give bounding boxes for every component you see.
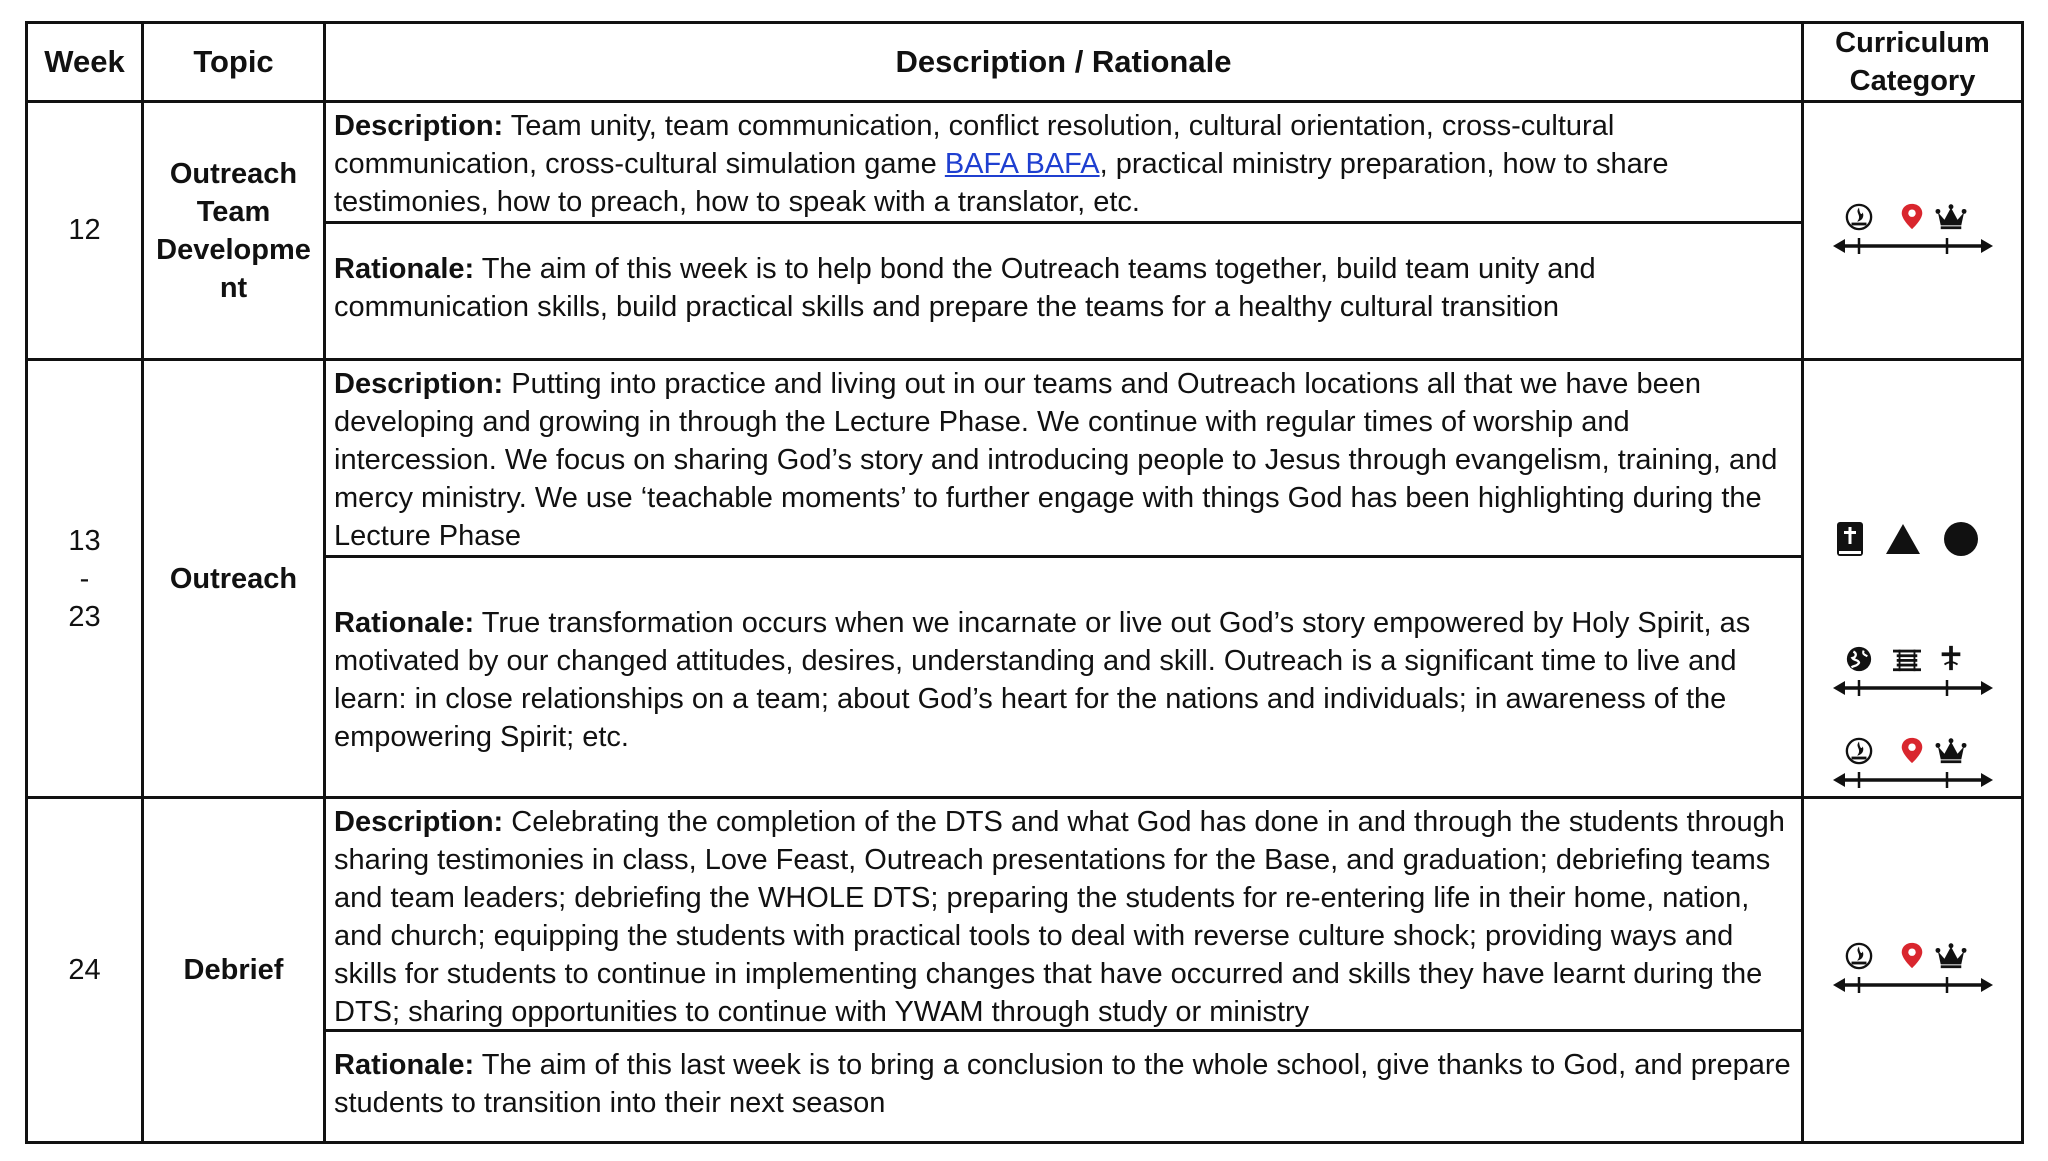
week-cell: 24 — [27, 798, 143, 1143]
category-cell — [1803, 360, 2023, 798]
timeline-axis — [1833, 974, 1993, 996]
description-cell — [325, 798, 1803, 1143]
rationale-text: The aim of this week is to help bond the Outreach teams together, build team unity and communication skills, build practical skills and prepare the teams for a healthy cultural transition — [334, 253, 1596, 323]
rationale-block — [326, 1029, 1801, 1128]
circle-icon — [1943, 521, 1979, 557]
location-pin-icon — [1898, 201, 1926, 231]
shape-icons — [1833, 517, 1993, 577]
rationale-label: Rationale: — [334, 607, 475, 639]
curriculum-table — [25, 21, 2024, 1144]
rationale-block — [326, 555, 1801, 762]
header-category — [1803, 23, 2023, 102]
table-row — [27, 102, 2023, 360]
globe-icon — [1845, 645, 1873, 673]
crown-of-fire-icon — [1845, 203, 1873, 231]
header-topic: Topic — [143, 23, 325, 102]
cross-icon — [1937, 643, 1965, 673]
timeline-a — [1833, 735, 1993, 795]
topic-cell: Debrief — [143, 798, 325, 1143]
description-block — [326, 103, 1801, 221]
week-separator: - — [79, 562, 90, 595]
description-label: Description: — [334, 110, 504, 142]
rationale-block — [326, 221, 1801, 332]
triangle-icon — [1885, 523, 1921, 555]
week-start: 13 — [68, 524, 101, 557]
week-end: 23 — [68, 600, 101, 633]
crown-of-fire-icon — [1845, 737, 1873, 765]
description-cell — [325, 360, 1803, 798]
timeline-b — [1833, 643, 1993, 703]
header-week: Week — [27, 23, 143, 102]
description-text: Putting into practice and living out in our teams and Outreach locations all that we have been developing and growing in through the Lecture Phase. We continue with regular times of worship and intercession. We focus on sharing God’s story and introducing people to Jesus through evangelism, training, and mercy ministry. We use ‘teachable moments’ to further engage with things God has been highlighting during the Lecture Phase — [334, 368, 1778, 552]
table-row — [27, 360, 2023, 798]
altar-icon — [1890, 645, 1924, 673]
rationale-text: True transformation occurs when we incarnate or live out God’s story empowered by Holy Spirit, as motivated by our changed attitudes, desires, understanding and skill. Outreach is a significant time to live and learn: in close relationships on a team; about God’s heart for the nations and individuals; in awareness of the empowering Spirit; etc. — [334, 607, 1751, 753]
table-row — [27, 798, 2023, 1143]
header-category-line2: Category — [1849, 65, 1976, 97]
category-cell — [1803, 798, 2023, 1143]
topic-cell: Outreach — [143, 360, 325, 798]
topic-cell: Outreach Team Developme nt — [143, 102, 325, 360]
timeline-a — [1833, 201, 1993, 261]
timeline-axis — [1833, 235, 1993, 257]
bible-icon — [1835, 521, 1865, 557]
location-pin-icon — [1898, 940, 1926, 970]
crown-icon — [1935, 942, 1967, 970]
timeline-a — [1833, 940, 1993, 1000]
header-row — [27, 23, 2023, 102]
bafa-bafa-link[interactable]: BAFA BAFA — [944, 148, 1100, 180]
crown-of-fire-icon — [1845, 942, 1873, 970]
description-block — [326, 799, 1801, 1029]
header-description: Description / Rationale — [325, 23, 1803, 102]
week-cell: 12 — [27, 102, 143, 360]
category-cell — [1803, 102, 2023, 360]
description-text-cont: , practical ministry preparation, how to share testimonies, how to preach, how to speak with a translator, etc. — [334, 148, 1669, 218]
timeline-axis — [1833, 677, 1993, 699]
week-cell — [27, 360, 143, 798]
rationale-text: The aim of this last week is to bring a conclusion to the whole school, give thanks to God, and prepare students to transition into their next season — [334, 1049, 1791, 1119]
description-text: Team unity, team communication, conflict resolution, cultural orientation, cross-cultural communication, cross-cultural simulation game — [334, 110, 1615, 180]
description-cell — [325, 102, 1803, 360]
description-block — [326, 361, 1801, 555]
header-category-line1: Curriculum — [1835, 27, 1990, 59]
description-label: Description: — [334, 368, 504, 400]
rationale-label: Rationale: — [334, 1049, 475, 1081]
location-pin-icon — [1898, 735, 1926, 765]
description-text: Celebrating the completion of the DTS and what God has done in and through the students through sharing testimonies in class, Love Feast, Outreach presentations for the Base, and graduation; debriefing teams and team leaders; debriefing the WHOLE DTS; preparing the students for re-entering life in their home, nation, and church; equipping the students with practical tools to deal with reverse culture shock; providing ways and skills for students to continue in implementing changes that have occurred and skills they have learnt during the DTS; sharing opportunities to continue with YWAM through study or ministry — [334, 806, 1785, 1028]
description-label: Description: — [334, 806, 504, 838]
rationale-label: Rationale: — [334, 253, 475, 285]
timeline-axis — [1833, 769, 1993, 791]
crown-icon — [1935, 203, 1967, 231]
crown-icon — [1935, 737, 1967, 765]
